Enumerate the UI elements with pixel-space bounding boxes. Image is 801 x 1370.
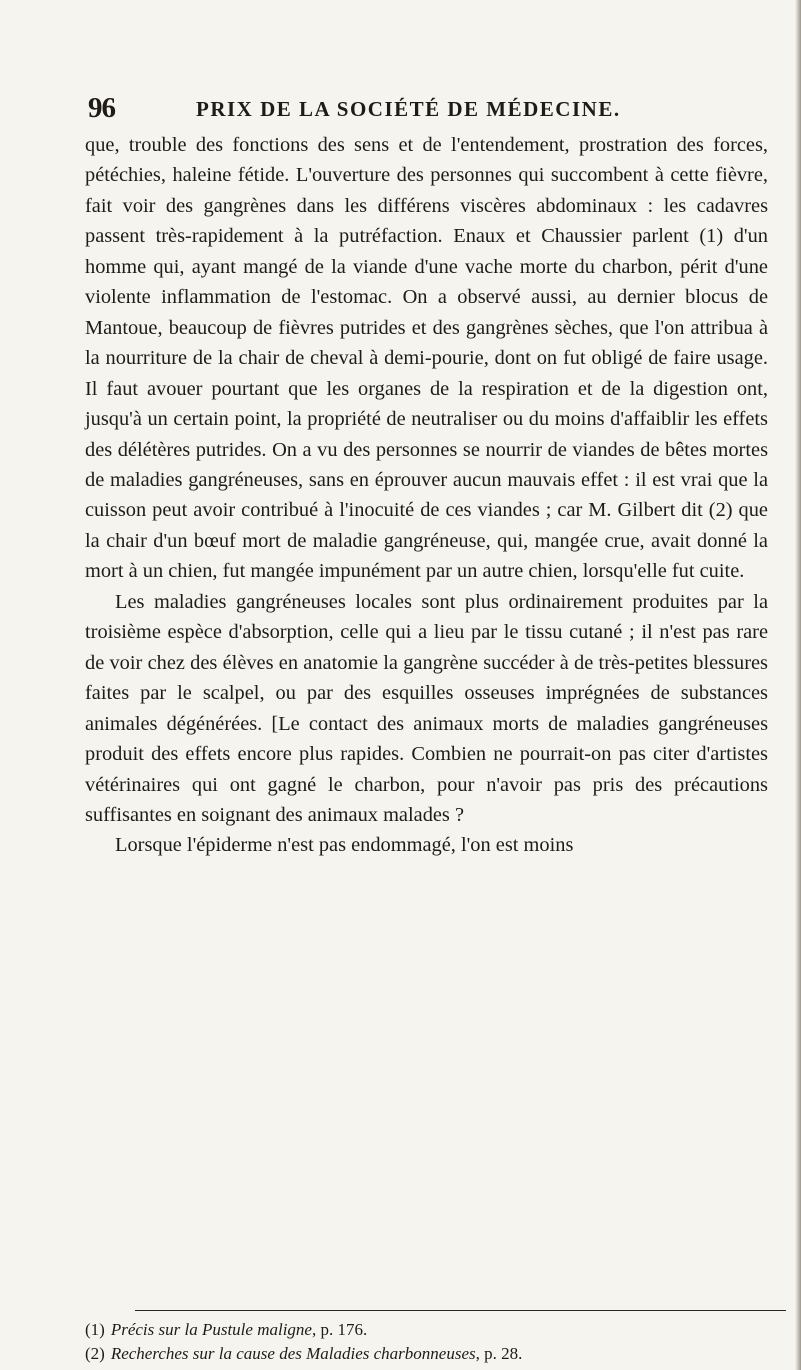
paragraph-3: Lorsque l'épiderme n'est pas endommagé, l'on est moins <box>115 834 574 857</box>
footnote-divider <box>135 1310 786 1311</box>
footnote-2 <box>85 1342 775 1366</box>
page-header <box>88 92 748 126</box>
footnote-title: Précis sur la Pustule maligne <box>110 1320 312 1339</box>
footnote-ref: , p. 176. <box>311 1320 368 1339</box>
footnote-ref: , p. 28. <box>475 1344 523 1363</box>
footnote-1 <box>85 1318 775 1342</box>
footnote-mark: (1) <box>85 1320 105 1339</box>
page-number: 96 <box>88 92 115 124</box>
paragraph-2: Les maladies gangréneuses locales sont plus ordinairement produites par la troisième espèce d'absorption, celle qui a lieu par le tissu cutané ; il n'est pas rare de voir chez des élèves en anatomie la gangrène succéder à de très-petites blessures faites par le scalpel, ou par des esquilles osseuses imprégnées de substances animales dégénérées. [Le contact des animaux morts de maladies gangréneuses produit des effets encore plus rapides. Combien ne pourrait-on pas citer d'artistes vétérinaires qui ont gagné le charbon, pour n'avoir pas pris des précautions suffisantes en soignant des animaux malades ? <box>85 590 768 826</box>
footnotes <box>85 1318 775 1366</box>
footnote-title: Recherches sur la cause des Maladies charbonneuses <box>110 1344 476 1363</box>
paragraph-1: que, trouble des fonctions des sens et de l'entendement, prostration des forces, pétéchies, haleine fétide. L'ouverture des personnes qui succombent à cette fièvre, fait voir des gangrènes dans les différens viscères abdominaux : les cadavres passent très-rapidement à la putréfaction. Enaux et Chaussier parlent (1) d'un homme qui, ayant mangé de la viande d'une vache morte du charbon, périt d'une violente inflammation de l'estomac. On a observé aussi, au dernier blocus de Mantoue, beaucoup de fièvres putrides et des gangrènes sèches, que l'on attribua à la nourriture de la chair de cheval à demi-pourie, dont on fut obligé de faire usage. Il faut avouer pourtant que les organes de la respiration et de la digestion ont, jusqu'à un certain point, la propriété de neutraliser ou du moins d'affaiblir les effets des délétères putrides. On a vu des personnes se nourrir de viandes de bêtes mortes de maladies gangréneuses, sans en éprouver aucun mauvais effet : il est vrai que la cuisson peut avoir contribué à l'inocuité de ces viandes ; car M. Gilbert dit (2) que la chair d'un bœuf mort de maladie gangréneuse, qui, mangée crue, avait donné la mort à un chien, fut mangée impunément par un autre chien, lorsqu'elle fut cuite. <box>85 134 768 583</box>
running-title: PRIX DE LA SOCIÉTÉ DE MÉDECINE. <box>196 97 621 121</box>
page-edge-shadow <box>795 0 801 1370</box>
footnote-mark: (2) <box>85 1344 105 1363</box>
body-text <box>85 130 768 861</box>
